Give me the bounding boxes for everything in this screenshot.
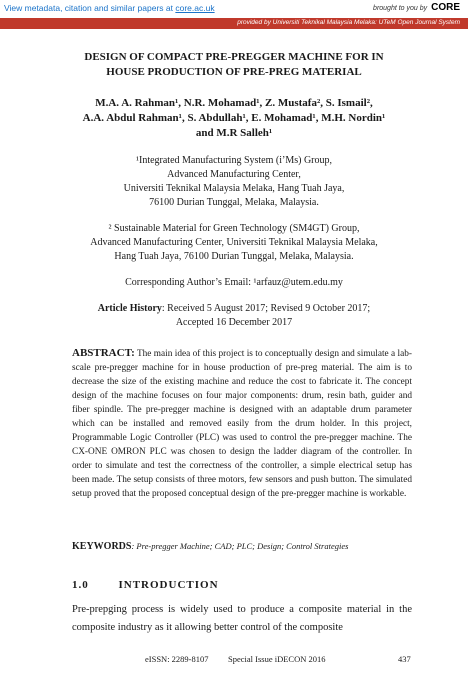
authors-line-2: A.A. Abdul Rahman¹, S. Abdullah¹, E. Mohamad¹, M.H. Nordin¹ — [82, 112, 386, 124]
aff1-line-2: Advanced Manufacturing Center, — [167, 169, 301, 180]
section-number: 1.0 — [72, 579, 89, 591]
aff1-line-4: 76100 Durian Tunggal, Melaka, Malaysia. — [149, 197, 319, 208]
author-list — [0, 96, 468, 141]
keywords — [72, 541, 412, 552]
abstract-text: The main idea of this project is to conceptually design and simulate a lab-scale pre-pregger machine for in house production of pre-preg material. The aim is to decrease the size of the existing machine and reduce the cost to fabricate it. The concept design of the machine focuses on four major components: drum, resin bath, guider and fiber spindle. The pre-pregger machine is designed with an adaptable drum parameter which can be installed and removed easily from the drum holder. In this project, Programmable Logic Controller (PLC) was used to control the pre-pregger machine. The CX-ONE OMRON PLC was chosen to design the ladder diagram of the controller. In order to simulate and test the correctness of the controller, a simple electrical setup has been made. The setup consists of three motors, few sensors and push button. The simulated setup proved that the proposed conceptual design of the pre-pregger machine is workable. — [72, 349, 412, 499]
brought-by-text: brought to you by — [373, 5, 428, 12]
provider-bar — [0, 18, 468, 29]
metadata-notice — [4, 3, 215, 13]
footer-issn: eISSN: 2289-8107 — [145, 654, 209, 664]
title-line-1: DESIGN OF COMPACT PRE-PREGGER MACHINE FOR IN — [84, 51, 384, 63]
corresponding-author: Corresponding Author’s Email: ¹arfauz@utem.edu.my — [125, 277, 343, 288]
affiliation-2 — [0, 222, 468, 264]
section-title: INTRODUCTION — [118, 579, 219, 591]
core-logo[interactable]: CORE — [431, 2, 460, 13]
brought-by — [373, 2, 460, 13]
keywords-text: : Pre-pregger Machine; CAD; PLC; Design; Control Strategies — [131, 541, 349, 551]
aff1-line-1: ¹Integrated Manufacturing System (i’Ms) Group, — [135, 155, 332, 166]
abstract — [72, 346, 412, 501]
abstract-label: ABSTRACT: — [72, 347, 135, 359]
aff2-line-1: ² Sustainable Material for Green Technology (SM4GT) Group, — [108, 223, 360, 234]
core-link[interactable]: core.ac.uk — [175, 3, 215, 13]
history-label: Article History — [97, 303, 162, 314]
affiliation-1 — [0, 154, 468, 210]
authors-line-1: M.A. A. Rahman¹, N.R. Mohamad¹, Z. Mustafa², S. Ismail², — [95, 97, 373, 109]
footer-issue: Special Issue iDECON 2016 — [228, 654, 326, 664]
authors-line-3: and M.R Salleh¹ — [195, 127, 273, 139]
footer-page-number: 437 — [398, 654, 411, 664]
title-line-2: HOUSE PRODUCTION OF PRE-PREG MATERIAL — [106, 66, 362, 78]
metadata-text: View metadata, citation and similar papers at — [4, 3, 173, 13]
paper-title — [0, 50, 468, 80]
section-heading — [72, 579, 219, 591]
core-banner — [0, 0, 468, 18]
aff2-line-3: Hang Tuah Jaya, 76100 Durian Tunggal, Melaka, Malaysia. — [114, 251, 354, 262]
history-line-1: : Received 5 August 2017; Revised 9 October 2017; — [161, 303, 371, 314]
keywords-label: KEYWORDS — [72, 541, 132, 552]
aff2-line-2: Advanced Manufacturing Center, Universiti Teknikal Malaysia Melaka, — [90, 237, 378, 248]
provider-text[interactable]: provided by Universiti Teknikal Malaysia Melaka: UTeM Open Journal System — [237, 19, 460, 26]
aff1-line-3: Universiti Teknikal Malaysia Melaka, Hang Tuah Jaya, — [123, 183, 345, 194]
intro-paragraph: Pre-prepging process is widely used to produce a composite material in the composite industry as it allowing better control of the composite — [72, 604, 412, 633]
article-history — [0, 302, 468, 330]
history-line-2: Accepted 16 December 2017 — [175, 317, 293, 328]
